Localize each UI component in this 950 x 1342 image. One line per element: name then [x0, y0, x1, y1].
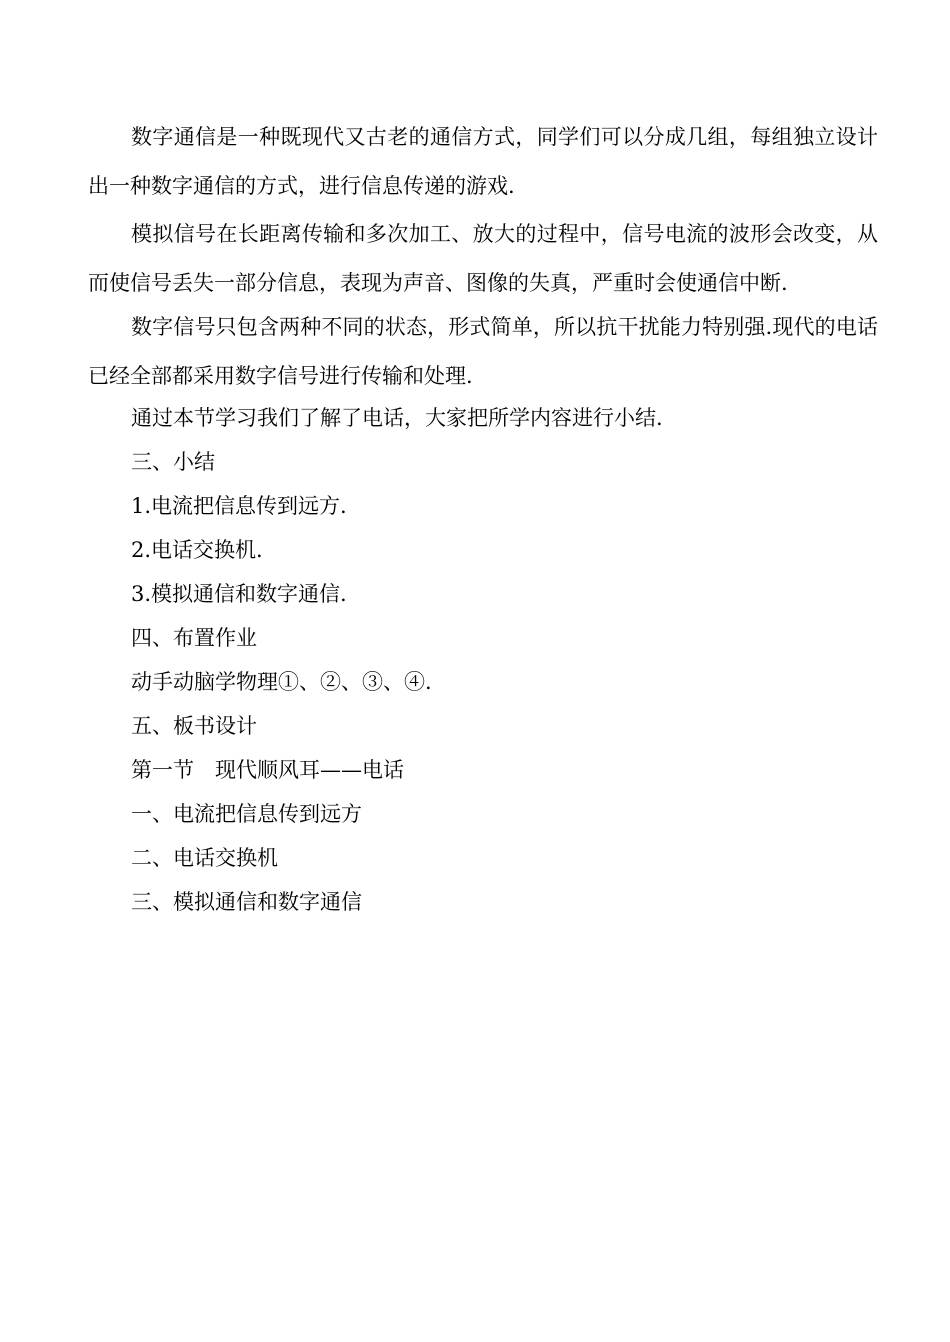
paragraph-digital-signal: 数字信号只包含两种不同的状态，形式简单，所以抗干扰能力特别强.现代的电话已经全部都采用数字信号进行传输和处理.	[88, 315, 878, 388]
board-item: 三、模拟通信和数字通信	[131, 890, 362, 914]
board-title: 第一节 现代顺风耳——电话	[131, 758, 404, 782]
summary-item: 3.模拟通信和数字通信.	[131, 582, 347, 606]
homework-heading: 四、布置作业	[131, 626, 257, 650]
summary-heading: 三、小结	[131, 450, 215, 474]
board-heading: 五、板书设计	[131, 714, 257, 738]
homework-text: 动手动脑学物理①、②、③、④.	[131, 670, 432, 694]
board-item: 一、电流把信息传到远方	[131, 802, 362, 826]
summary-item: 2.电话交换机.	[131, 538, 263, 562]
summary-intro: 通过本节学习我们了解了电话，大家把所学内容进行小结.	[131, 406, 663, 430]
paragraph-analog-signal: 模拟信号在长距离传输和多次加工、放大的过程中，信号电流的波形会改变，从而使信号丢失一部分信息，表现为声音、图像的失真，严重时会使通信中断.	[88, 222, 878, 295]
paragraph-digital-communication: 数字通信是一种既现代又古老的通信方式，同学们可以分成几组，每组独立设计出一种数字通信的方式，进行信息传递的游戏.	[88, 125, 878, 198]
summary-item: 1.电流把信息传到远方.	[131, 494, 347, 518]
board-item: 二、电话交换机	[131, 846, 278, 870]
